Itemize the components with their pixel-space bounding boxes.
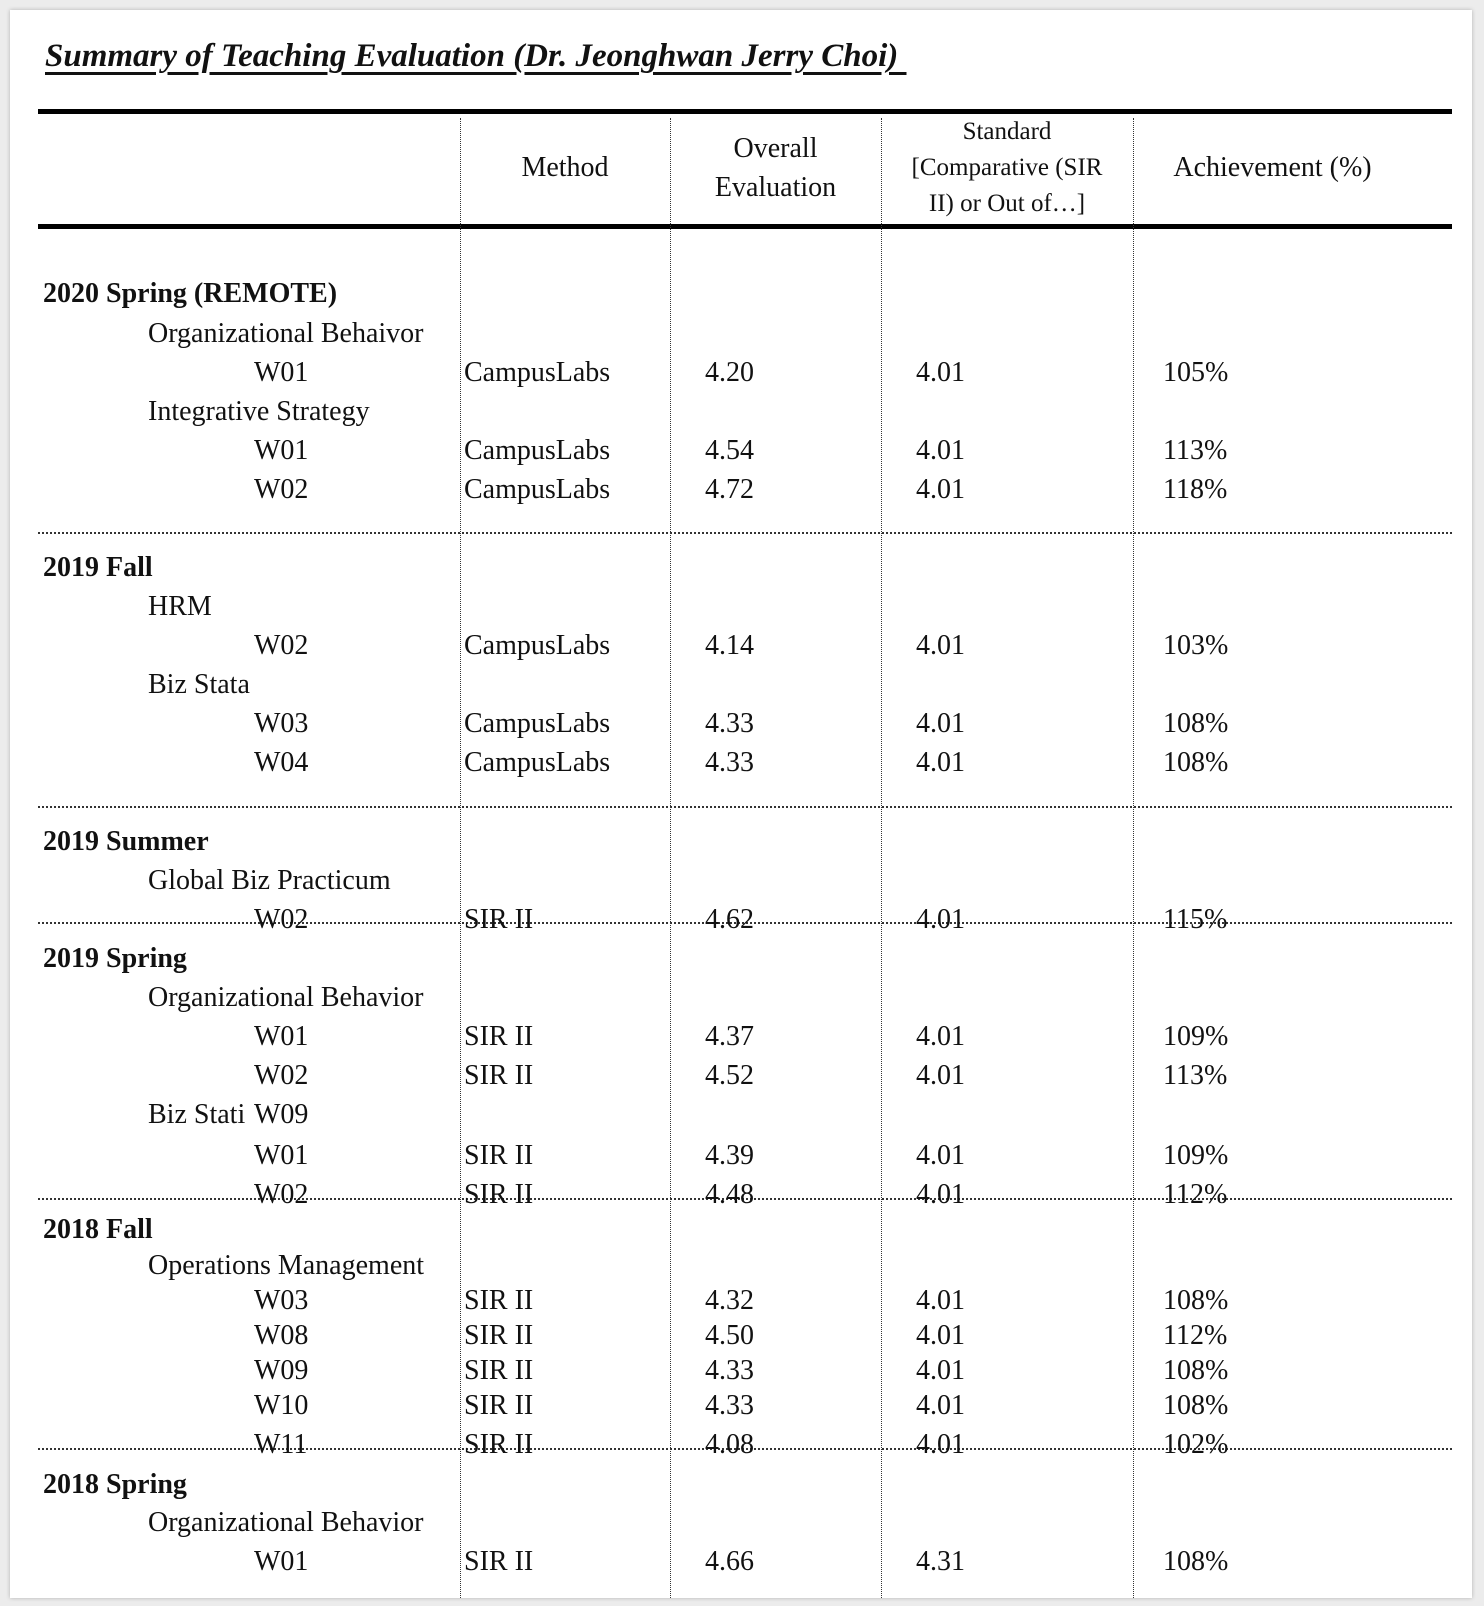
achievement-cell: 108% — [1163, 747, 1229, 778]
overall-evaluation-cell: 4.20 — [705, 357, 754, 388]
standard-cell: 4.01 — [916, 747, 965, 778]
method-cell: CampusLabs — [464, 474, 611, 505]
document-page — [10, 10, 1472, 1598]
overall-evaluation-cell: 4.48 — [705, 1179, 754, 1210]
section-code: W03 — [254, 708, 309, 739]
course-name: Organizational Behavior — [148, 1507, 424, 1538]
term-divider — [38, 806, 1452, 808]
section-code: W02 — [254, 474, 309, 505]
achievement-cell: 118% — [1163, 474, 1228, 505]
standard-cell: 4.01 — [916, 1140, 965, 1171]
header-bottom-rule — [38, 224, 1452, 229]
method-cell: CampusLabs — [464, 630, 611, 661]
overall-evaluation-cell: 4.33 — [705, 708, 754, 739]
method-cell: SIR II — [464, 1390, 534, 1421]
method-cell: CampusLabs — [464, 435, 611, 466]
standard-cell: 4.01 — [916, 1179, 965, 1210]
section-code: W01 — [254, 435, 309, 466]
overall-evaluation-cell: 4.33 — [705, 747, 754, 778]
section-code: W01 — [254, 357, 309, 388]
column-divider — [460, 118, 461, 1598]
overall-evaluation-cell: 4.32 — [705, 1285, 754, 1316]
section-code: W08 — [254, 1320, 309, 1351]
overall-evaluation-cell: 4.72 — [705, 474, 754, 505]
standard-cell: 4.01 — [916, 474, 965, 505]
section-code: W04 — [254, 747, 309, 778]
method-cell: CampusLabs — [464, 747, 611, 778]
section-code: W02 — [254, 630, 309, 661]
section-code: W01 — [254, 1021, 309, 1052]
header-standard: Standard [Comparative (SIR II) or Out of…] — [911, 117, 1103, 218]
method-cell: SIR II — [464, 1140, 534, 1171]
achievement-cell: 109% — [1163, 1140, 1229, 1171]
overall-evaluation-cell: 4.50 — [705, 1320, 754, 1351]
section-code: W09 — [254, 1355, 309, 1386]
overall-evaluation-cell: 4.08 — [705, 1429, 754, 1460]
course-name: Global Biz Practicum — [148, 865, 391, 896]
term-heading: 2019 Fall — [43, 552, 153, 583]
standard-cell: 4.01 — [916, 1429, 965, 1460]
course-name: Organizational Behavior — [148, 982, 424, 1013]
section-code: W10 — [254, 1390, 309, 1421]
term-heading: 2018 Spring — [43, 1469, 187, 1500]
standard-cell: 4.01 — [916, 435, 965, 466]
column-divider — [881, 118, 882, 1598]
standard-cell: 4.01 — [916, 904, 965, 935]
overall-evaluation-cell: 4.33 — [705, 1355, 754, 1386]
standard-cell: 4.01 — [916, 1285, 965, 1316]
achievement-cell: 108% — [1163, 1390, 1229, 1421]
achievement-cell: 102% — [1163, 1429, 1229, 1460]
method-cell: CampusLabs — [464, 357, 611, 388]
achievement-cell: 103% — [1163, 630, 1229, 661]
standard-cell: 4.01 — [916, 357, 965, 388]
column-divider — [670, 118, 671, 1598]
standard-cell: 4.01 — [916, 630, 965, 661]
overall-evaluation-cell: 4.62 — [705, 904, 754, 935]
header-achievement: Achievement (%) — [1173, 152, 1372, 184]
course-name: Operations Management — [148, 1250, 425, 1281]
course-name: Biz Stati — [148, 1099, 246, 1130]
section-code: W02 — [254, 904, 309, 935]
section-code: W03 — [254, 1285, 309, 1316]
course-name: Biz Stata — [148, 669, 250, 700]
course-extra-label: W09 — [254, 1099, 309, 1130]
term-divider — [38, 532, 1452, 534]
method-cell: SIR II — [464, 1179, 534, 1210]
section-code: W02 — [254, 1179, 309, 1210]
term-heading: 2019 Summer — [43, 826, 209, 857]
method-cell: SIR II — [464, 1355, 534, 1386]
overall-evaluation-cell: 4.33 — [705, 1390, 754, 1421]
method-cell: SIR II — [464, 1285, 534, 1316]
term-heading: 2020 Spring (REMOTE) — [43, 278, 338, 309]
method-cell: SIR II — [464, 1546, 534, 1577]
standard-cell: 4.31 — [916, 1546, 965, 1577]
achievement-cell: 112% — [1163, 1320, 1228, 1351]
term-heading: 2018 Fall — [43, 1214, 153, 1245]
course-name: Organizational Behaivor — [148, 318, 424, 349]
overall-evaluation-cell: 4.14 — [705, 630, 754, 661]
achievement-cell: 108% — [1163, 1355, 1229, 1386]
achievement-cell: 112% — [1163, 1179, 1228, 1210]
overall-evaluation-cell: 4.37 — [705, 1021, 754, 1052]
overall-evaluation-cell: 4.66 — [705, 1546, 754, 1577]
section-code: W01 — [254, 1546, 309, 1577]
standard-cell: 4.01 — [916, 1355, 965, 1386]
method-cell: SIR II — [464, 904, 534, 935]
header-overall-evaluation: Overall Evaluation — [714, 132, 837, 203]
standard-cell: 4.01 — [916, 1021, 965, 1052]
section-code: W01 — [254, 1140, 309, 1171]
standard-cell: 4.01 — [916, 1390, 965, 1421]
method-cell: SIR II — [464, 1060, 534, 1091]
method-cell: SIR II — [464, 1429, 534, 1460]
standard-cell: 4.01 — [916, 1320, 965, 1351]
method-cell: CampusLabs — [464, 708, 611, 739]
overall-evaluation-cell: 4.39 — [705, 1140, 754, 1171]
term-heading: 2019 Spring — [43, 943, 187, 974]
course-name: Integrative Strategy — [148, 396, 370, 427]
overall-evaluation-cell: 4.52 — [705, 1060, 754, 1091]
section-code: W02 — [254, 1060, 309, 1091]
standard-cell: 4.01 — [916, 1060, 965, 1091]
achievement-cell: 115% — [1163, 904, 1228, 935]
course-name: HRM — [148, 591, 212, 622]
achievement-cell: 108% — [1163, 1285, 1229, 1316]
column-divider — [1133, 118, 1134, 1598]
achievement-cell: 108% — [1163, 1546, 1229, 1577]
method-cell: SIR II — [464, 1320, 534, 1351]
achievement-cell: 109% — [1163, 1021, 1229, 1052]
header-method: Method — [521, 152, 609, 184]
achievement-cell: 113% — [1163, 435, 1228, 466]
standard-cell: 4.01 — [916, 708, 965, 739]
method-cell: SIR II — [464, 1021, 534, 1052]
achievement-cell: 108% — [1163, 708, 1229, 739]
section-code: W11 — [254, 1429, 308, 1460]
overall-evaluation-cell: 4.54 — [705, 435, 754, 466]
achievement-cell: 105% — [1163, 357, 1229, 388]
page-title: Summary of Teaching Evaluation (Dr. Jeonghwan Jerry Choi) — [45, 38, 907, 74]
achievement-cell: 113% — [1163, 1060, 1228, 1091]
